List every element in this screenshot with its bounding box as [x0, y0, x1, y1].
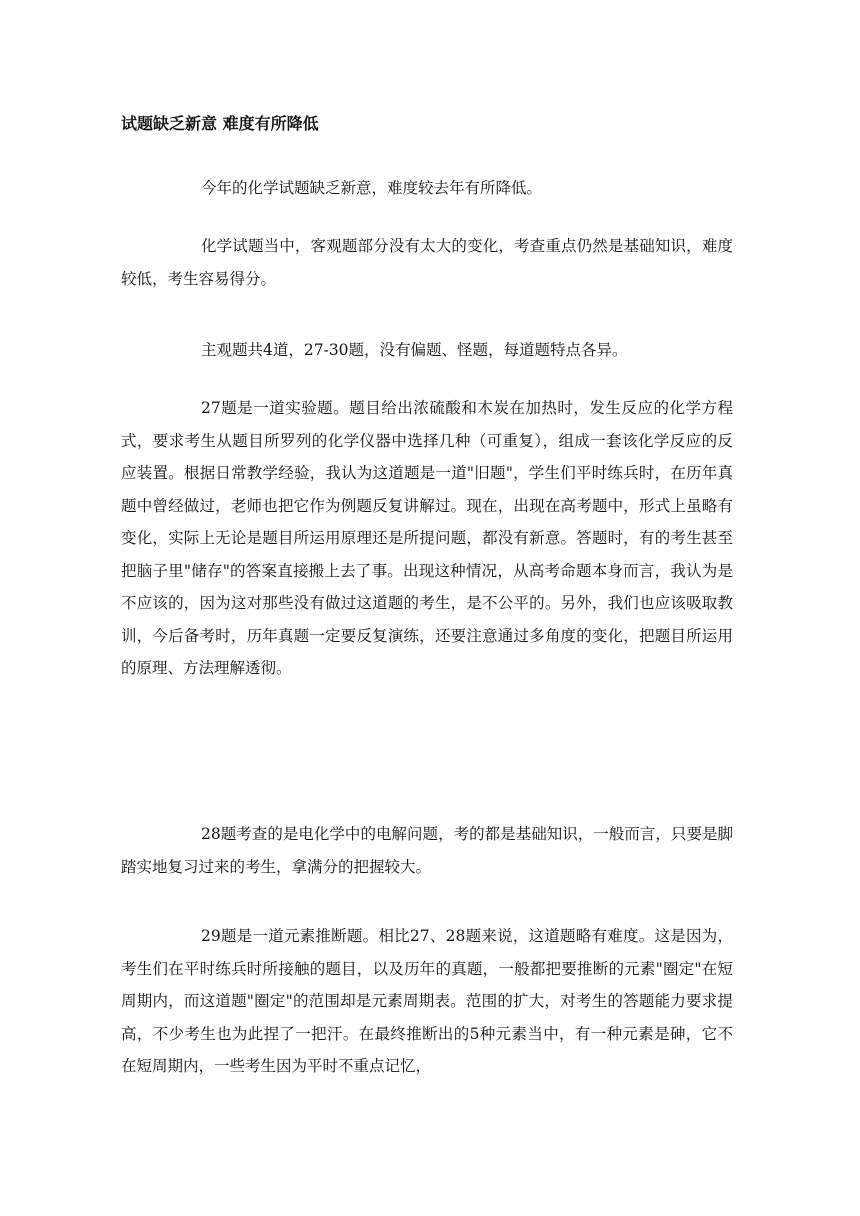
document-title: 试题缺乏新意 难度有所降低 [121, 114, 319, 133]
paragraph-question-27: 27题是一道实验题。题目给出浓硫酸和木炭在加热时，发生反应的化学方程式，要求考生从题目所罗列的化学仪器中选择几种（可重复），组成一套该化学反应的反应装置。根据日常教学经验，我认为这道题是一道"旧题"，学生们平时练兵时，在历年真题中曾经做过，老师也把它作为例题反复讲解过。现在，出现在高考题中，形式上虽略有变化，实际上无论是题目所运用原理还是所提问题，都没有新意。答题时，有的考生甚至把脑子里"储存"的答案直接搬上去了事。出现这种情况，从高考命题本身而言，我认为是不应该的，因为这对那些没有做过这道题的考生，是不公平的。另外，我们也应该吸取教训，今后备考时，历年真题一定要反复演练，还要注意通过多角度的变化，把题目所运用的原理、方法理解透彻。 [121, 399, 733, 677]
paragraph-subjective-questions: 主观题共4道，27-30题，没有偏题、怪题，每道题特点各异。 [201, 341, 628, 359]
paragraph-question-28: 28题考查的是电化学中的电解问题，考的都是基础知识，一般而言，只要是脚踏实地复习过来的考生，拿满分的把握较大。 [121, 825, 733, 876]
paragraph-question-29: 29题是一道元素推断题。相比27、28题来说，这道题略有难度。这是因为，考生们在平时练兵时所接触的题目，以及历年的真题，一般都把要推断的元素"圈定"在短周期内，而这道题"圈定"的范围却是元素周期表。范围的扩大，对考生的答题能力要求提高，不少考生也为此捏了一把汗。在最终推断出的5种元素当中，有一种元素是砷，它不在短周期内，一些考生因为平时不重点记忆， [121, 927, 733, 1075]
paragraph-objective-questions: 化学试题当中，客观题部分没有太大的变化，考查重点仍然是基础知识，难度较低，考生容易得分。 [121, 237, 733, 288]
paragraph-intro: 今年的化学试题缺乏新意，难度较去年有所降低。 [201, 179, 543, 197]
